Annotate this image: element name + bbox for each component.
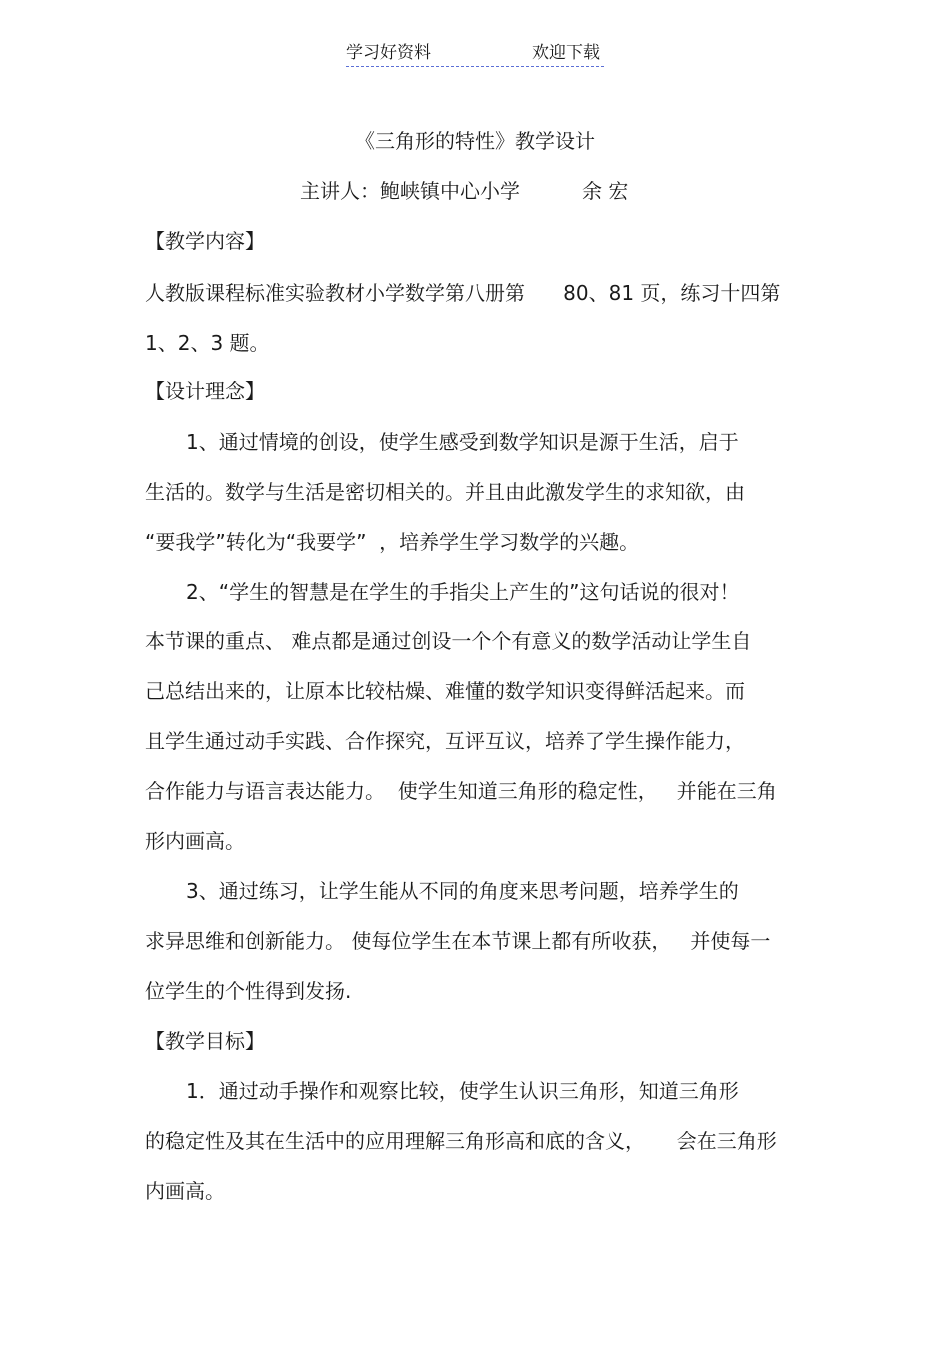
paragraph-line: 位学生的个性得到发扬.	[145, 979, 352, 1003]
section-heading-goals: 【教学目标】	[145, 1029, 265, 1053]
header-right-text: 欢迎下载	[532, 43, 600, 63]
paragraph-line: 且学生通过动手实践、合作探究，互评互议，培养了学生操作能力，	[145, 729, 745, 753]
presenter-name: 余 宏	[582, 179, 629, 203]
paragraph-line: 2、“学生的智慧是在学生的手指尖上产生的”这句话说的很对！	[186, 580, 740, 604]
header-left-text: 学习好资料	[346, 43, 431, 63]
document-title: 《三角形的特性》教学设计	[355, 129, 595, 153]
paragraph-line: 内画高。	[145, 1179, 225, 1203]
content-line: 1、2、3 题。	[145, 331, 270, 355]
page-header	[346, 42, 604, 67]
paragraph-line: 生活的。数学与生活是密切相关的。并且由此激发学生的求知欲，由	[145, 480, 745, 504]
paragraph-line: 3、通过练习，让学生能从不同的角度来思考问题，培养学生的	[186, 879, 739, 903]
presenter-label: 主讲人：鲍峡镇中心小学	[300, 179, 520, 203]
paragraph-line: 形内画高。	[145, 829, 245, 853]
section-heading-content: 【教学内容】	[145, 229, 265, 253]
paragraph-line: 1、通过情境的创设，使学生感受到数学知识是源于生活，启于	[186, 430, 739, 454]
paragraph-line: “要我学”转化为“我要学” ，培养学生学习数学的兴趣。	[145, 530, 640, 554]
paragraph-line: 1．通过动手操作和观察比较，使学生认识三角形，知道三角形	[186, 1079, 739, 1103]
paragraph-line: 己总结出来的，让原本比较枯燥、难懂的数学知识变得鲜活起来。而	[145, 679, 745, 703]
section-heading-concept: 【设计理念】	[145, 379, 265, 403]
paragraph-line: 的稳定性及其在生活中的应用理解三角形高和底的含义， 会在三角形	[145, 1129, 777, 1153]
paragraph-line: 本节课的重点、 难点都是通过创设一个个有意义的数学活动让学生自	[145, 629, 752, 653]
paragraph-line: 合作能力与语言表达能力。 使学生知道三角形的稳定性， 并能在三角	[145, 779, 777, 803]
presenter-line	[300, 176, 628, 206]
paragraph-line: 求异思维和创新能力。 使每位学生在本节课上都有所收获， 并使每一	[145, 929, 771, 953]
content-line: 人教版课程标准实验教材小学数学第八册第 80、81 页，练习十四第	[145, 281, 781, 305]
